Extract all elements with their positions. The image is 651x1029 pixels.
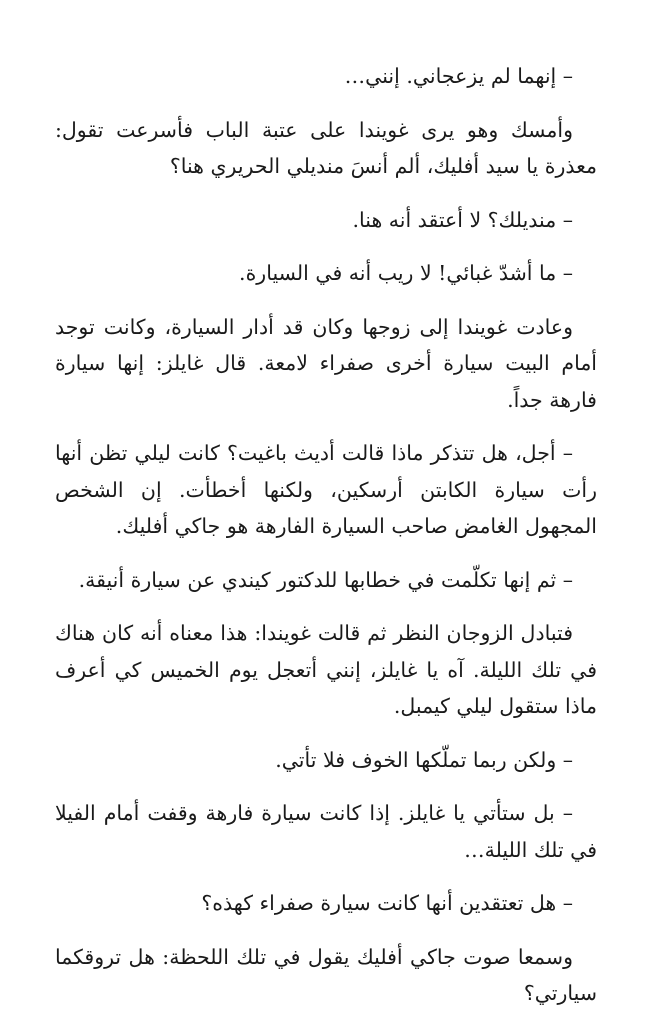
paragraph: – ما أشدّ غبائي! لا ريب أنه في السيارة. [239, 261, 573, 285]
paragraph: وأمسك وهو يرى غويندا على عتبة الباب فأسرعت تقول: معذرة يا سيد أفليك، ألم أنسَ منديلي الحريري هنا؟ [55, 117, 597, 178]
paragraph: – هل تعتقدين أنها كانت سيارة صفراء كهذه؟ [201, 891, 573, 915]
paragraph: – ولكن ربما تملّكها الخوف فلا تأتي. [275, 747, 573, 772]
paragraph: – منديلك؟ لا أعتقد أنه هنا. [352, 207, 573, 232]
paragraph: وعادت غويندا إلى زوجها وكان قد أدار السيارة، وكانت توجد أمام البيت سيارة أخرى صفراء لامعة. قال غايلز: إنها سيارة فارهة جداً. [55, 314, 597, 412]
paragraph: – ثم إنها تكلّمت في خطابها للدكتور كيندي عن سيارة أنيقة. [78, 567, 573, 592]
paragraph: فتبادل الزوجان النظر ثم قالت غويندا: هذا معناه أنه كان هناك في تلك الليلة. آه يا غايلز، إنني أتعجل يوم الخميس كي أعرف ماذا ستقول ليلي كيمبل. [55, 621, 597, 718]
page-text [55, 58, 597, 1029]
paragraph: وسمعا صوت جاكي أفليك يقول في تلك اللحظة: هل تروقكما سيارتي؟ [55, 944, 597, 1005]
paragraph: – أجل، هل تتذكر ماذا قالت أديث باغيت؟ كانت ليلي تظن أنها رأت سيارة الكابتن أرسكين، ولكنها أخطأت. إن الشخص المجهول الغامض صاحب السيارة الفارهة هو جاكي أفليك. [55, 441, 597, 538]
paragraph: – بل ستأتي يا غايلز. إذا كانت سيارة فارهة وقفت أمام الفيلا في تلك الليلة… [55, 801, 597, 862]
paragraph: – إنهما لم يزعجاني. إنني… [344, 64, 573, 88]
